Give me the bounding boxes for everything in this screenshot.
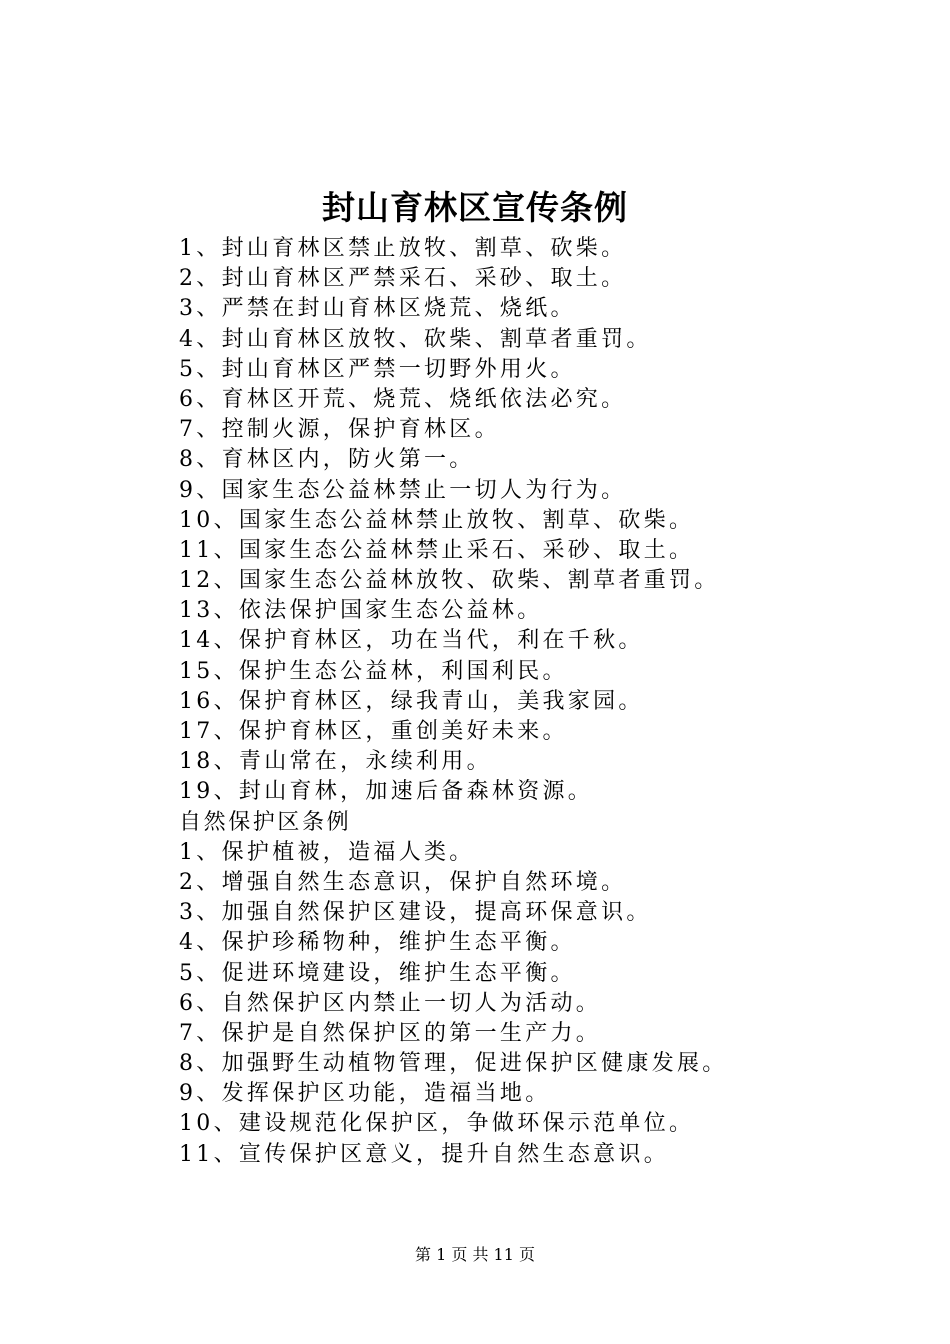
list-item: 1、保护植被，造福人类。 — [179, 839, 475, 865]
list-item: 13、依法保护国家生态公益林。 — [179, 598, 543, 624]
list-item: 4、保护珍稀物种，维护生态平衡。 — [179, 930, 576, 956]
section-heading: 自然保护区条例 — [179, 809, 352, 835]
list-item: 12、国家生态公益林放牧、砍柴、割草者重罚。 — [179, 568, 720, 594]
list-item: 9、发挥保护区功能，造福当地。 — [179, 1081, 551, 1107]
list-item: 10、建设规范化保护区，争做环保示范单位。 — [179, 1111, 695, 1137]
list-item: 19、封山育林，加速后备森林资源。 — [179, 779, 594, 805]
list-item: 7、控制火源，保护育林区。 — [179, 417, 500, 443]
list-item: 7、保护是自然保护区的第一生产力。 — [179, 1020, 602, 1046]
list-item: 9、国家生态公益林禁止一切人为行为。 — [179, 477, 627, 503]
list-item: 16、保护育林区，绿我青山，美我家园。 — [179, 688, 644, 714]
list-item: 14、保护育林区，功在当代，利在千秋。 — [179, 628, 644, 654]
list-item: 3、加强自然保护区建设，提高环保意识。 — [179, 900, 652, 926]
list-item: 2、增强自然生态意识，保护自然环境。 — [179, 869, 627, 895]
list-item: 10、国家生态公益林禁止放牧、割草、砍柴。 — [179, 507, 695, 533]
list-item: 18、青山常在，永续利用。 — [179, 749, 492, 775]
list-item: 11、国家生态公益林禁止采石、采砂、取土。 — [179, 537, 695, 563]
list-item: 5、促进环境建设，维护生态平衡。 — [179, 960, 576, 986]
list-item: 15、保护生态公益林，利国利民。 — [179, 658, 568, 684]
document-body — [179, 234, 919, 1170]
list-item: 6、自然保护区内禁止一切人为活动。 — [179, 990, 602, 1016]
document-title: 封山育林区宣传条例 — [322, 188, 628, 227]
page-footer: 第 1 页 共 11 页 — [415, 1245, 535, 1264]
list-item: 1、封山育林区禁止放牧、割草、砍柴。 — [179, 236, 627, 261]
list-item: 5、封山育林区严禁一切野外用火。 — [179, 356, 576, 382]
list-item: 8、加强野生动植物管理，促进保护区健康发展。 — [179, 1051, 728, 1077]
list-item: 17、保护育林区，重创美好未来。 — [179, 719, 568, 744]
list-item: 11、宣传保护区意义，提升自然生态意识。 — [179, 1141, 669, 1167]
list-item: 6、育林区开荒、烧荒、烧纸依法必究。 — [179, 386, 627, 412]
list-item: 2、封山育林区严禁采石、采砂、取土。 — [179, 266, 627, 292]
list-item: 3、严禁在封山育林区烧荒、烧纸。 — [179, 296, 576, 322]
list-item: 8、育林区内，防火第一。 — [179, 447, 475, 473]
list-item: 4、封山育林区放牧、砍柴、割草者重罚。 — [179, 326, 652, 352]
